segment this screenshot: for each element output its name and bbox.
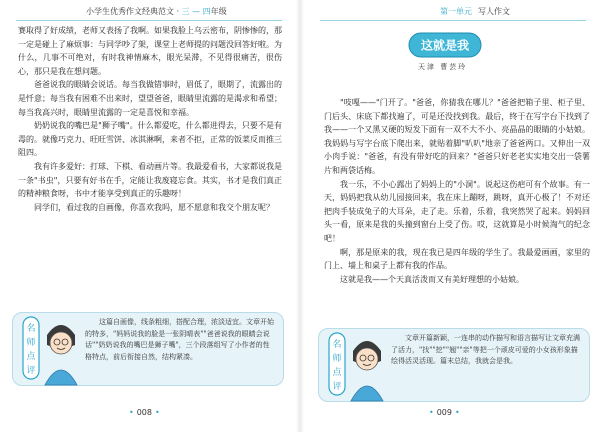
running-head-title: 小学生优秀作文经典范文 · (86, 7, 182, 16)
paragraph: 奶奶说我的嘴巴是"狮子嘴"。什么都爱吃，什么都进得去，只要不是有毒的。就像巧克力、旺旺雪饼、冰淇淋啊，来者不拒，正常的饭菜反而推三阻四。 (18, 121, 282, 158)
svg-text:名: 名 (26, 324, 36, 334)
author-line: 天津 曹芸玲 (418, 63, 468, 71)
header-rule (16, 20, 282, 21)
svg-text:师: 师 (332, 354, 342, 364)
teacher-illustration-icon (19, 307, 83, 387)
teacher-comment-box (318, 328, 590, 402)
paragraph: 同学们，看过我的自画像，你喜欢我吗，愿不愿意和我交个朋友呢？ (34, 202, 274, 212)
comment-text (391, 333, 581, 368)
running-head-grade-suffix: 年级 (210, 7, 227, 16)
comment-paragraph: 文章开篇新颖，一连串的动作描写和语言描写让文章充满了活力，"找""挖""翘""亲"等把一个顽皮可爱的小女孩形象描绘得活灵活现。篇末总结，我就会是我。 (391, 334, 580, 366)
svg-text:点: 点 (332, 368, 342, 378)
paragraph: 赛取得了好成绩，老师又表扬了我啊。如果我脸上乌云密布，阴惨惨的，那一定是碰上了麻烦事：与同学吵了架，课堂上老师提的问题没回答好啦。为什么，几事不可绝对，有时我神情麻木，眼光呆滞，不见得很痛苦，很伤心，那只是我在想问题。 (18, 26, 282, 76)
svg-text:评: 评 (332, 382, 342, 392)
left-page (0, 0, 292, 432)
right-page (308, 0, 600, 432)
section-label: 写人作文 (478, 7, 510, 16)
teacher-illustration-icon (325, 323, 389, 403)
comment-text (85, 317, 275, 363)
teacher-comment-box (12, 312, 284, 386)
essay-title-badge (408, 32, 482, 58)
comment-paragraph: 这篇自画像，线条粗细，搭配合理，浓淡适宜。文章开始的特多，"妈妈说我的脸是一张阴晴表""爸爸说我的眼睛会说话""奶奶说我的嘴巴是狮子嘴"，三个段落组写了小作者的性格特点，前后衔接自然，结构紧凑。 (85, 318, 274, 361)
page-number-right: • 009 • (429, 408, 460, 417)
paragraph: 我一乐，不小心露出了妈妈上的"小洞"。说起这伤疤可有个故事。有一天，妈妈把我从幼儿园接回来，我在床上蹦呀，跳呀，真开心极了！不对还把肉手装成兔子的大耳朵，走了走。乐着，乐着，我突然哭了起来。妈妈回头一看，原来是我的头撞到窗台上受了伤。哎，这就算是小时候淘气的纪念吧！ (324, 179, 590, 243)
running-head-grade: 三 — 四 (181, 7, 211, 16)
page-number-left: • 008 • (129, 408, 160, 417)
svg-text:师: 师 (26, 338, 36, 348)
header-rule (320, 20, 586, 21)
essay-title: 这就是我 (420, 38, 470, 53)
paragraph: 这就是我——个天真活泼而又有美好理想的小姑娘。 (340, 274, 524, 284)
left-body-text (18, 24, 282, 214)
unit-label: 第一单元 (440, 7, 472, 16)
paragraph: 啊，那是原来的我，现在我已是四年级的学生了。我最爱画画，家里的门上、墙上和桌子上都有我的作品。 (324, 247, 590, 271)
svg-text:点: 点 (26, 352, 36, 362)
page-number-value: 009 (436, 408, 452, 417)
paragraph: 爸爸说我的眼睛会说话。每当我做错事时，眉低了，眼期了，流露出的是忏意；每当我有困难不出来时，望望爸爸，眼睛里流露的是渴求和希望；每当我高兴时，眼睛里流露的一定是喜悦和幸福。 (18, 80, 282, 117)
running-head-right (440, 6, 510, 17)
paragraph: "吱嘎——"门开了。"爸爸，你猜我在哪儿？"爸爸把箱子里、柜子里、门后头、床底下都找遍了，可是还没找到我。最后，终于在写字台下找到了我——一个又黑又硬的短发下面有一双不大不小、亮晶晶的眼睛的小姑娘。我妈妈与写字台底下爬出来，就贴着脚"叭叭"地亲了爸爸两口。又伸出一双小肉手说："爸爸，有没有带好吃的回来？"爸爸只好老老实实地交出一袋薯片和两袋话梅。 (324, 98, 590, 175)
right-body-text (324, 96, 590, 286)
svg-text:名: 名 (332, 340, 342, 350)
svg-text:评: 评 (26, 366, 36, 376)
paragraph: 我有许多爱好：打球、下棋、看动画片等。我最爱看书，大家都说我是一条"书虫"，只要有好书在手，定能让我废寝忘食。其实，书才是我们真正的精神粮食呀，书中才能享受到真正的乐趣呀！ (18, 161, 282, 199)
book-gutter (296, 0, 304, 432)
page-number-value: 008 (136, 408, 152, 417)
running-head-left (86, 6, 227, 17)
